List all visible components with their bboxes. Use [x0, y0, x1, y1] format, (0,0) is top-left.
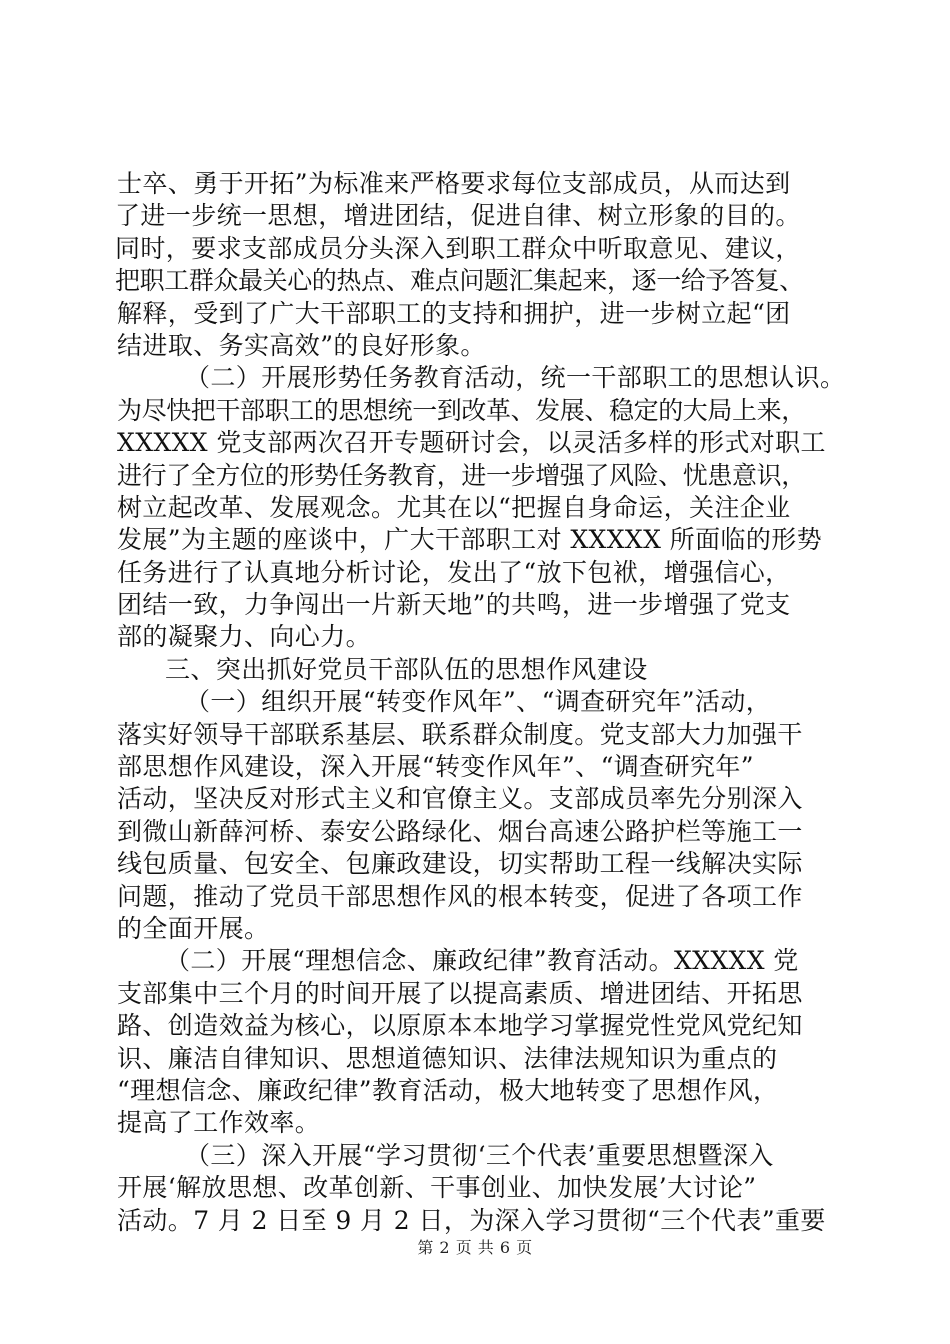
text-line: “理想信念、廉政纪律”教育活动，极大地转变了思想作风， — [117, 1075, 779, 1105]
text-line: 了进一步统一思想，增进团结，促进自律、树立形象的目的。 — [115, 201, 801, 231]
text-line: （二）开展“理想信念、廉政纪律”教育活动。XXXXX 党 — [165, 946, 799, 976]
text-line: 活动。7 月 2 日至 9 月 2 日，为深入学习贯彻“三个代表”重要 — [117, 1205, 826, 1235]
text-line: 提高了工作效率。 — [117, 1108, 321, 1138]
text-line: 任务进行了认真地分析讨论，发出了“放下包袱，增强信心， — [117, 557, 791, 587]
text-line: 的全面开展。 — [117, 913, 270, 943]
text-line: （二）开展形势任务教育活动，统一干部职工的思想认识。 — [185, 363, 846, 393]
text-line: XXXXX 党支部两次召开专题研讨会，以灵活多样的形式对职工 — [117, 428, 826, 458]
text-line: 团结一致，力争闯出一片新天地”的共鸣，进一步增强了党支 — [117, 590, 791, 620]
text-line: 结进取、务实高效”的良好形象。 — [117, 330, 486, 360]
text-line: （三）深入开展“学习贯彻‘三个代表’重要思想暨深入 — [185, 1140, 774, 1170]
text-line: 进行了全方位的形势任务教育，进一步增强了风险、忧患意识， — [117, 460, 806, 490]
text-line: 部思想作风建设，深入开展“转变作风年”、“调查研究年” — [117, 752, 754, 782]
text-line: 把职工群众最关心的热点、难点问题汇集起来，逐一给予答复、 — [115, 266, 804, 296]
text-line: 同时，要求支部成员分头深入到职工群众中听取意见、建议， — [115, 233, 801, 263]
text-line: 路、创造效益为核心，以原原本本地学习掌握党性党风党纪知 — [117, 1011, 803, 1041]
text-line: 到微山新薛河桥、泰安公路绿化、烟台高速公路护栏等施工一 — [117, 816, 803, 846]
text-line: 活动，坚决反对形式主义和官僚主义。支部成员率先分别深入 — [117, 784, 803, 814]
text-line: 线包质量、包安全、包廉政建设，切实帮助工程一线解决实际 — [117, 849, 803, 879]
text-line: 识、廉洁自律知识、思想道德知识、法律法规知识为重点的 — [117, 1043, 778, 1073]
text-line: （一）组织开展“转变作风年”、“调查研究年”活动， — [185, 687, 772, 717]
section-heading: 三、突出抓好党员干部队伍的思想作风建设 — [165, 654, 648, 684]
text-line: 树立起改革、发展观念。尤其在以“把握自身命运，关注企业 — [117, 492, 791, 522]
text-line: 解释，受到了广大干部职工的支持和拥护，进一步树立起“团 — [117, 298, 791, 328]
text-line: 发展”为主题的座谈中，广大干部职工对 XXXXX 所面临的形势 — [117, 525, 823, 555]
text-line: 士卒、勇于开拓”为标准来严格要求每位支部成员，从而达到 — [117, 169, 791, 198]
text-line: 支部集中三个月的时间开展了以提高素质、增进团结、开拓思 — [117, 978, 803, 1008]
text-line: 落实好领导干部联系基层、联系群众制度。党支部大力加强干 — [117, 719, 803, 749]
page-number-footer: 第 2 页 共 6 页 — [417, 1238, 533, 1257]
document-body — [115, 168, 846, 1237]
text-line: 部的凝聚力、向心力。 — [117, 622, 372, 652]
text-line: 问题，推动了党员干部思想作风的根本转变，促进了各项工作 — [117, 881, 803, 911]
text-line: 为尽快把干部职工的思想统一到改革、发展、稳定的大局上来， — [117, 395, 806, 425]
text-line: 开展‘解放思想、改革创新、干事创业、加快发展’大讨论” — [117, 1173, 757, 1203]
